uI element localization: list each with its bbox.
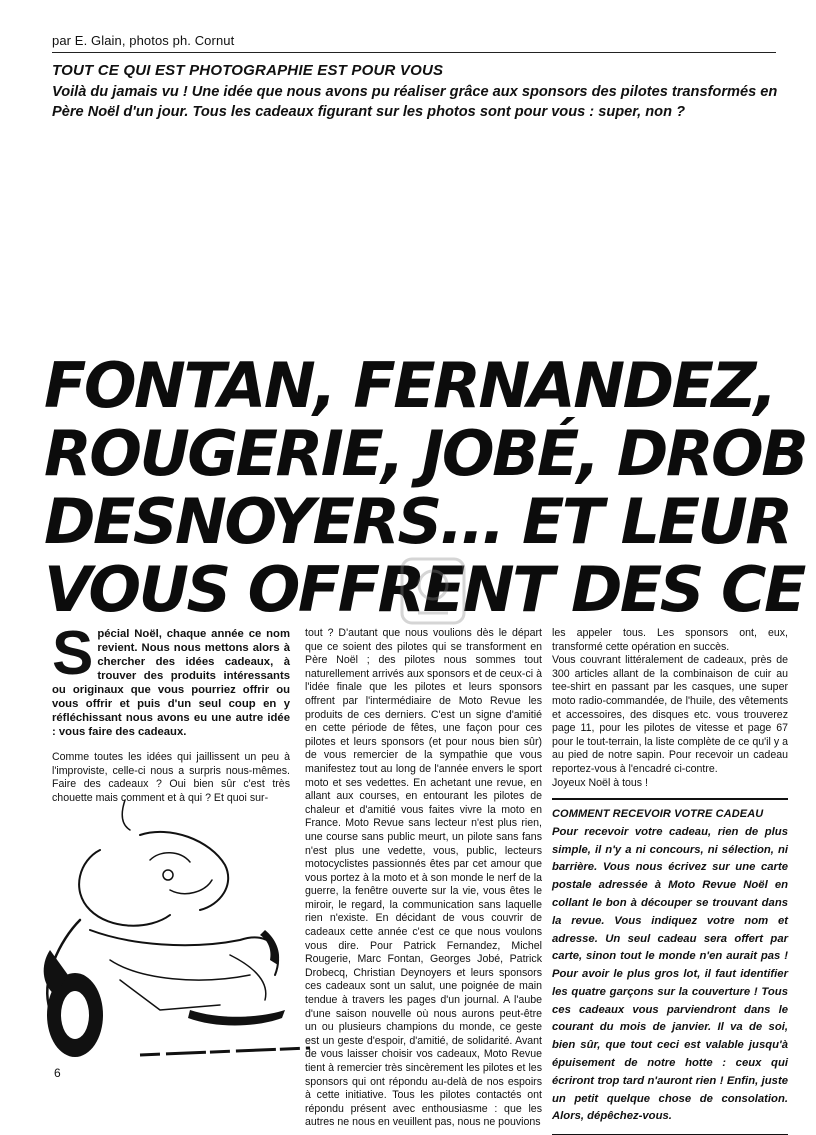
column-3 — [552, 627, 788, 1135]
lead-text: pécial Noël, chaque année ce nom revient. Nous nous mettons alors à chercher des idées cadeaux, à trouver des produits intéressants ou originaux que vous pourriez offrir ou vous offrir et puis d'un seul coup en y réfléchissant nous avons eu une autre idée : vous faire des cadeaux. — [52, 628, 290, 738]
headline-line-1: FONTAN, FERNANDEZ, — [44, 352, 775, 422]
headline-line-2: ROUGERIE, JOBÉ, DROB — [44, 417, 807, 490]
column-2 — [305, 627, 542, 1130]
top-rule — [52, 52, 776, 53]
box-body: Pour recevoir votre cadeau, rien de plus simple, il n'y a ni concours, ni sélection, ni barrière. Vous nous écrivez sur une carte postale adressée à Moto Revue Noël en collant le bon à découper se trouvant dans la revue. Vous indiquez votre nom et adresse. Un seul cadeau sera offert par carte, sinon tout le monde n'en aurait pas ! Pour avoir le plus gros lot, il faut identifier les quatre garçons sur la couverture ! Tous ces cadeaux vous parviendront dans le courant du mois de janvier. Il va de soi, bien sûr, que tout ceci est valable jusqu'à épuisement de notre hotte : ceux qui écriront trop tard n'auront rien ! Enfin, juste un petit quelque chose de consolation. Alors, dépêchez-vous. — [552, 825, 788, 1123]
headline-line-4: VOUS OFFRENT DES CE — [44, 553, 804, 624]
watermark-icon — [398, 555, 468, 627]
paragraph: les appeler tous. Les sponsors ont, eux, transformé cette opération en succès. — [552, 627, 788, 653]
page-number: 6 — [54, 1066, 61, 1080]
drop-cap: S — [52, 619, 94, 688]
intro: Voilà du jamais vu ! Une idée que nous avons pu réaliser grâce aux sponsors des pilotes transformés en Père Noël d'un jour. Tous les cadeaux figurant sur les photos sont pour vous : super, non ? — [52, 84, 778, 120]
box-rule — [552, 798, 788, 800]
paragraph: Vous couvrant littéralement de cadeaux, près de 300 articles allant de la combinaison de cuir au tee-shirt en passant par les casques, une super moto radio-commandée, de l'huile, des vêtements et accessoires, des disques etc. vous trouverez page 11, pour les pilotes de vitesse et page 67 pour le tout-terrain, la liste complète de ce qu'il y a au pied de notre sapin. Pour recevoir un cadeau reportez-vous à l'encadré ci-contre. — [552, 654, 788, 775]
paragraph: Comme toutes les idées qui jaillissent un peu à l'improviste, celle-ci nous a surpris nous-mêmes. Faire des cadeaux ? Oui bien sûr c'est très chouette mais comment et à qui ? Et quoi sur- — [52, 751, 290, 804]
box-title: COMMENT RECEVOIR VOTRE CADEAU — [552, 808, 764, 821]
paragraph: Joyeux Noël à tous ! — [552, 776, 648, 789]
paragraph: tout ? D'autant que nous voulions dès le départ que ce soient des pilotes qui se transforment en Père Noël ; des pilotes nous sommes tout naturellement arrivés aux sponsors et de ceux-ci à l'idée finale que les pilotes et leurs sponsors offrent par l'intermédiaire de Moto Revue les produits de ces derniers. C'est un signe d'amitié en cette période de fêtes, une façon pour ces pilotes et leurs sponsors (et pour nous bien sûr) de vous remercier de la sympathie que vous manifestez tout au long de l'année envers le sport moto et ses vedettes. En achetant une revue, en allant aux courses, en entourant les pilotes de chaleur et d'amitié vous faites vivre la moto en France. Moto Revue sans lecteur n'est plus rien, une course sans public meurt, un pilote sans fans n'est plus une vedette, vous, public, lecteurs motocyclistes passionnés êtes par cet amour que vous portez à la moto et à son monde le nerf de la guerre, la fenêtre ouverte sur la vie, vous êtes le miroir, le regard, la communication sans laquelle rien n'existe. En décidant de vous couvrir de cadeaux cette année c'est ce que nous voulons vous dire. Pour Patrick Fernandez, Michel Rougerie, Marc Fontan, Georges Jobé, Patrick Drobecq, Christian Deynoyers et leurs sponsors ces cadeaux sont un salut, une poignée de main tendue à travers les pages d'un journal. A l'aube d'une saison nouvelle où nous aurons peut-être un ou plusieurs champions du monde, ce geste est un geste d'espoir, d'amitié, de solidarité. Avant de vous laisser choisir vos cadeaux, Moto Revue tient à remercier très sincèrement les pilotes et les sponsors qui ont répondu au-delà de nos espoirs à cette initiative. Tous les pilotes contactés ont répondu présent avec enthousiasme : que les autres ne nous en veuillent pas, nous ne pouvions — [305, 627, 542, 1129]
headline-line-3: DESNOYERS... ET LEUR — [44, 485, 791, 558]
santa-sketch-illustration — [20, 780, 320, 1080]
byline: par E. Glain, photos ph. Cornut — [52, 33, 235, 48]
lead-paragraph — [52, 619, 290, 739]
kicker: TOUT CE QUI EST PHOTOGRAPHIE EST POUR VOUS — [52, 62, 444, 79]
